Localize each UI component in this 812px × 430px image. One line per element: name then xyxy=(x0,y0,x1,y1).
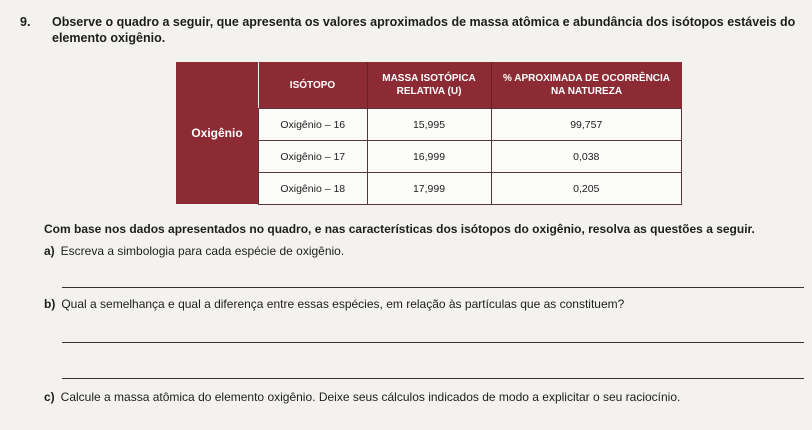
item-b-label: b) xyxy=(44,297,56,311)
table-row xyxy=(259,141,682,173)
item-a xyxy=(44,244,344,258)
answer-line-b1[interactable] xyxy=(62,342,804,343)
abundance-cell: 99,757 xyxy=(491,109,682,141)
header-isotope: ISÓTOPO xyxy=(259,62,368,109)
isotope-cell: Oxigênio – 18 xyxy=(259,173,368,205)
answer-line-b2[interactable] xyxy=(62,378,804,379)
header-isotopic-mass: MASSA ISOTÓPICA RELATIVA (U) xyxy=(367,62,491,109)
abundance-cell: 0,205 xyxy=(491,173,682,205)
element-label: Oxigênio xyxy=(176,62,258,204)
table-row xyxy=(259,109,682,141)
item-b xyxy=(44,297,624,311)
abundance-cell: 0,038 xyxy=(491,141,682,173)
question-text: Observe o quadro a seguir, que apresenta os valores aproximados de massa atômica e abundância dos isótopos estáveis do elemento oxigênio. xyxy=(52,15,796,45)
item-a-label: a) xyxy=(44,244,55,258)
item-c-label: c) xyxy=(44,390,55,404)
item-c-text: Calcule a massa atômica do elemento oxigênio. Deixe seus cálculos indicados de modo a explicitar o seu raciocínio. xyxy=(60,390,681,404)
table-row xyxy=(259,173,682,205)
header-abundance: % APROXIMADA DE OCORRÊNCIA NA NATUREZA xyxy=(491,62,682,109)
isotope-cell: Oxigênio – 17 xyxy=(259,141,368,173)
item-c xyxy=(44,390,680,404)
instructions-text: Com base nos dados apresentados no quadro, e nas características dos isótopos do oxigênio, resolva as questões a seguir. xyxy=(44,222,755,236)
mass-cell: 17,999 xyxy=(367,173,491,205)
mass-cell: 16,999 xyxy=(367,141,491,173)
table-header-row xyxy=(259,62,682,109)
item-a-text: Escreva a simbologia para cada espécie de oxigênio. xyxy=(60,244,345,258)
isotope-table xyxy=(176,62,682,204)
answer-line-a[interactable] xyxy=(62,287,804,288)
mass-cell: 15,995 xyxy=(367,109,491,141)
isotope-data-table xyxy=(258,62,682,205)
item-b-text: Qual a semelhança e qual a diferença entre essas espécies, em relação às partículas que as constituem? xyxy=(61,297,625,311)
question-number: 9. xyxy=(20,15,31,29)
isotope-cell: Oxigênio – 16 xyxy=(259,109,368,141)
